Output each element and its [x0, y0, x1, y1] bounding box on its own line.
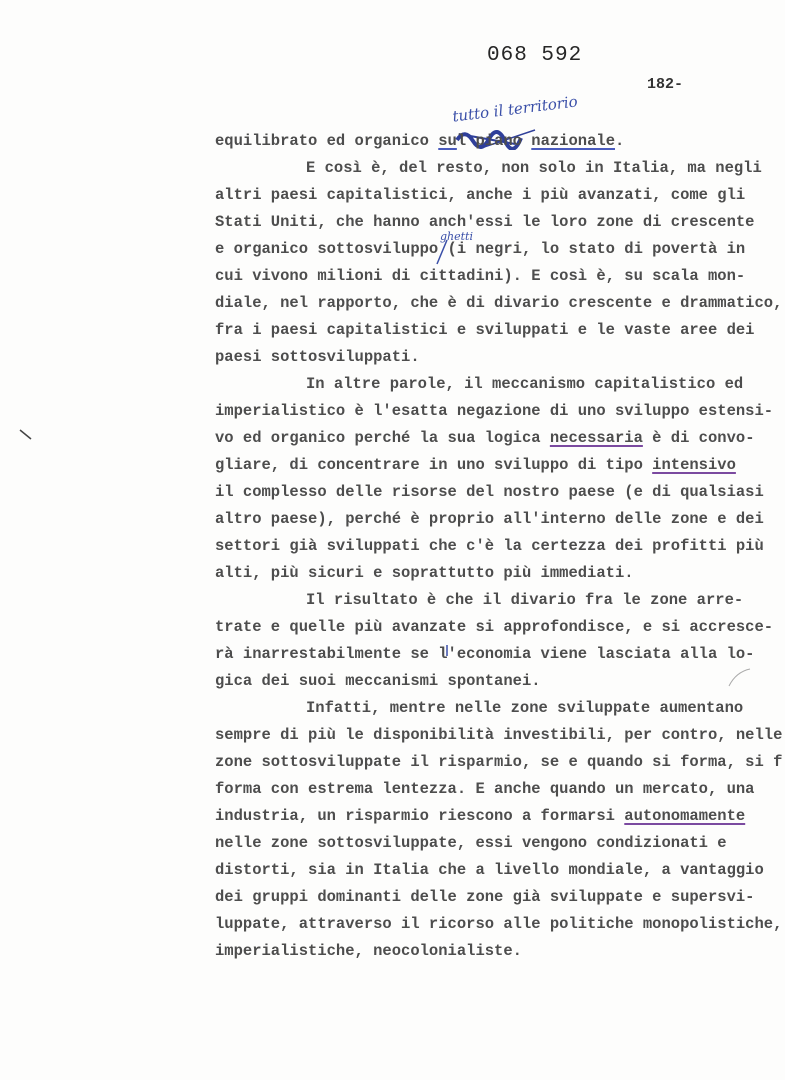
text-line: gica dei suoi meccanismi spontanei. — [215, 672, 541, 690]
text-line: settori già sviluppati che c'è la certezza dei profitti più — [215, 537, 764, 555]
text-line: cui vivono milioni di cittadini). E così è, su scala mon- — [215, 267, 746, 285]
text-line: In altre parole, il meccanismo capitalistico ed — [306, 375, 744, 393]
text-line: altri paesi capitalistici, anche i più avanzati, come gli — [215, 186, 746, 204]
text-line: dei gruppi dominanti delle zone già sviluppate e supersvi- — [215, 888, 755, 906]
text-line: nelle zone sottosviluppate, essi vengono condizionati e — [215, 834, 727, 852]
text-line: il complesso delle risorse del nostro paese (e di qualsiasi — [215, 483, 764, 501]
text-line: vo ed organico perché la sua logica necessaria è di convo- — [215, 429, 755, 447]
text-line: distorti, sia in Italia che a livello mondiale, a vantaggio — [215, 861, 764, 879]
handwritten-note-ghetti: ghetti — [440, 230, 473, 243]
text-line: equilibrato ed organico sul piano nazionale. — [215, 132, 625, 150]
text-line: Stati Uniti, che hanno anch'essi le loro zone di crescente — [215, 213, 755, 231]
text-line: imperialistiche, neocolonialiste. — [215, 942, 522, 960]
text-line: e organico sottosviluppo (i negri, lo stato di povertà in — [215, 240, 746, 258]
text-line: zone sottosviluppate il risparmio, se e quando si forma, si f — [215, 753, 783, 771]
text-line: paesi sottosviluppati. — [215, 348, 420, 366]
text-line: trate e quelle più avanzate si approfondisce, e si accresce- — [215, 618, 774, 636]
text-line: luppate, attraverso il ricorso alle politiche monopolistiche, — [215, 915, 783, 933]
text-line: altro paese), perché è proprio all'interno delle zone e dei — [215, 510, 764, 528]
handwritten-note-territory: tutto il territorio — [451, 92, 579, 126]
text-line: alti, più sicuri e soprattutto più immediati. — [215, 564, 634, 582]
text-line: diale, nel rapporto, che è di divario crescente e drammatico, — [215, 294, 783, 312]
document-number: 068 592 — [487, 44, 583, 67]
text-line: fra i paesi capitalistici e sviluppati e le vaste aree dei — [215, 321, 755, 339]
text-line: Il risultato è che il divario fra le zone arre- — [306, 591, 744, 609]
text-line: sempre di più le disponibilità investibili, per contro, nelle — [215, 726, 783, 744]
text-line: Infatti, mentre nelle zone sviluppate aumentano — [306, 699, 744, 717]
text-line: forma con estrema lentezza. E anche quando un mercato, una — [215, 780, 755, 798]
text-line: rà inarrestabilmente se l'economia viene lasciata alla lo- — [215, 645, 755, 663]
text-line: industria, un risparmio riescono a formarsi autonomamente — [215, 807, 746, 825]
margin-caret — [726, 666, 754, 690]
text-line: gliare, di concentrare in uno sviluppo di tipo intensivo — [215, 456, 736, 474]
text-line: imperialistico è l'esatta negazione di uno sviluppo estensi- — [215, 402, 774, 420]
page-number: 182- — [647, 76, 684, 93]
text-line: E così è, del resto, non solo in Italia, ma negli — [306, 159, 762, 177]
